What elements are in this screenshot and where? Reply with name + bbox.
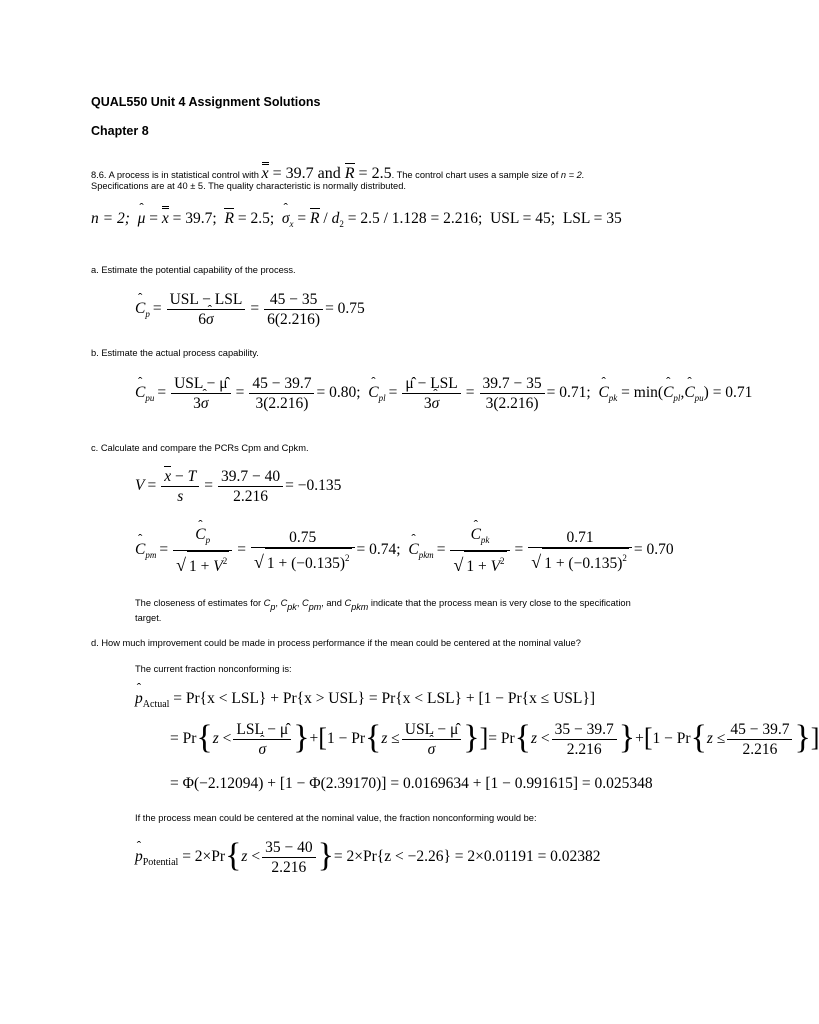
specification-line: Specifications are at 40 ± 5. The quality characteristic is normally distributed. [91,181,406,191]
p-potential-equation: ˆ $p_{Potential} = 2\times Pr\{z$ < $\frac{35 - 40}{2.216}$ }= 2×Pr{z < −2.26} = 2×0.01191 = 0.02382 [135,838,601,877]
part-a-question: a. Estimate the potential capability of the process. [91,265,296,275]
part-c-question: c. Calculate and compare the PCRs Cpm and Cpkm. [91,443,309,453]
current-fraction-label: The current fraction nonconforming is: [135,664,292,674]
document-title: QUAL550 Unit 4 Assignment Solutions [91,95,321,109]
p-actual-line-3: = Φ(−2.12094) + [1 − Φ(2.39170)] = 0.0169634 + [1 − 0.991615] = 0.025348 [170,775,653,792]
p-actual-line-1: ˆ $p_{Actual} = Pr\{x < LSL\} + Pr\{x > USL\} = Pr\{x < LSL\} + [1 - Pr\{x \le USL\}]$ [135,690,595,710]
p-actual-line-2: = Pr{z < LSL − μ̂ ˆ σ }+[1 − Pr{z ≤ USL − μ̂ ˆ σ }]= Pr{z < $\frac{35 - 39.7}{2.216}$ }+[1 − Pr{z ≤ $\frac{45 - 39.7}{2.216}$ }] [170,720,819,759]
problem-statement: 8.6. A process is in statistical control with x = 39.7 and R = 2.5. The control chart uses a sample size of n = 2. [91,162,584,183]
potential-fraction-label: If the process mean could be centered at the nominal value, the fraction nonconforming would be: [135,813,537,823]
part-b-question: b. Estimate the actual process capability. [91,348,259,358]
v-equation: V = $\frac{x - T}{s}$ = $\frac{39.7 - 40}{2.216}$ = −0.135 [135,468,342,505]
part-b-equation: ˆ $C_{pu}$ = $\frac{\text{USL − μ̂}}{\text{3ˆ σ}}$ = $\frac{45 - 39.7}{3(2.216)}$ = 0.80; ˆ $C_{pl}$ = $\frac{\text{μ̂ − LSL}}{\text{3ˆ σ}}$ = $\frac{39.7 - 35}{3(2.216)}$ = 0.71; ˆ $C_{pk}$ = min(ˆ $C_{pl},ˆ$ $C_{pu}) = 0.71$ [135,374,752,413]
part-d-question: d. How much improvement could be made in process performance if the mean could be centered at the nominal value? [91,638,581,648]
part-a-equation: ˆ $C_p$ = $\frac{\text{USL − LSL}}{\text{6ˆ σ}}$ = $\frac{45 - 35}{6(2.216)}$ = 0.75 [135,290,365,329]
chapter-heading: Chapter 8 [91,124,149,138]
given-values: n = 2; ˆ μ = x = 39.7; R = 2.5; ˆ $\sigma_x = R / d_2 = 2.5 / 1.128 = 2.216$; USL = 45; LSL = 35 [91,206,622,229]
part-c-note: The closeness of estimates for $C_p$, $C_{pk}$, $C_{pm}$, and $C_{pkm}$ indicate that the process mean is very close to the specification [135,598,631,612]
cpm-cpkm-equation: ˆ $C_{pm}$ = ˆ $\frac{C_p}{√ 1 + V^2}$ = $\frac{0.75}{√ 1 + (-0.135)^2}$ = 0.74; ˆ $C_{pkm}$ = ˆ $\frac{C_{pk}}{√ 1 + V^2}$ = $\frac{0.71}{√ 1 + (-0.135)^2}$ = 0.70 [135,525,674,576]
part-c-note-2: target. [135,613,162,623]
